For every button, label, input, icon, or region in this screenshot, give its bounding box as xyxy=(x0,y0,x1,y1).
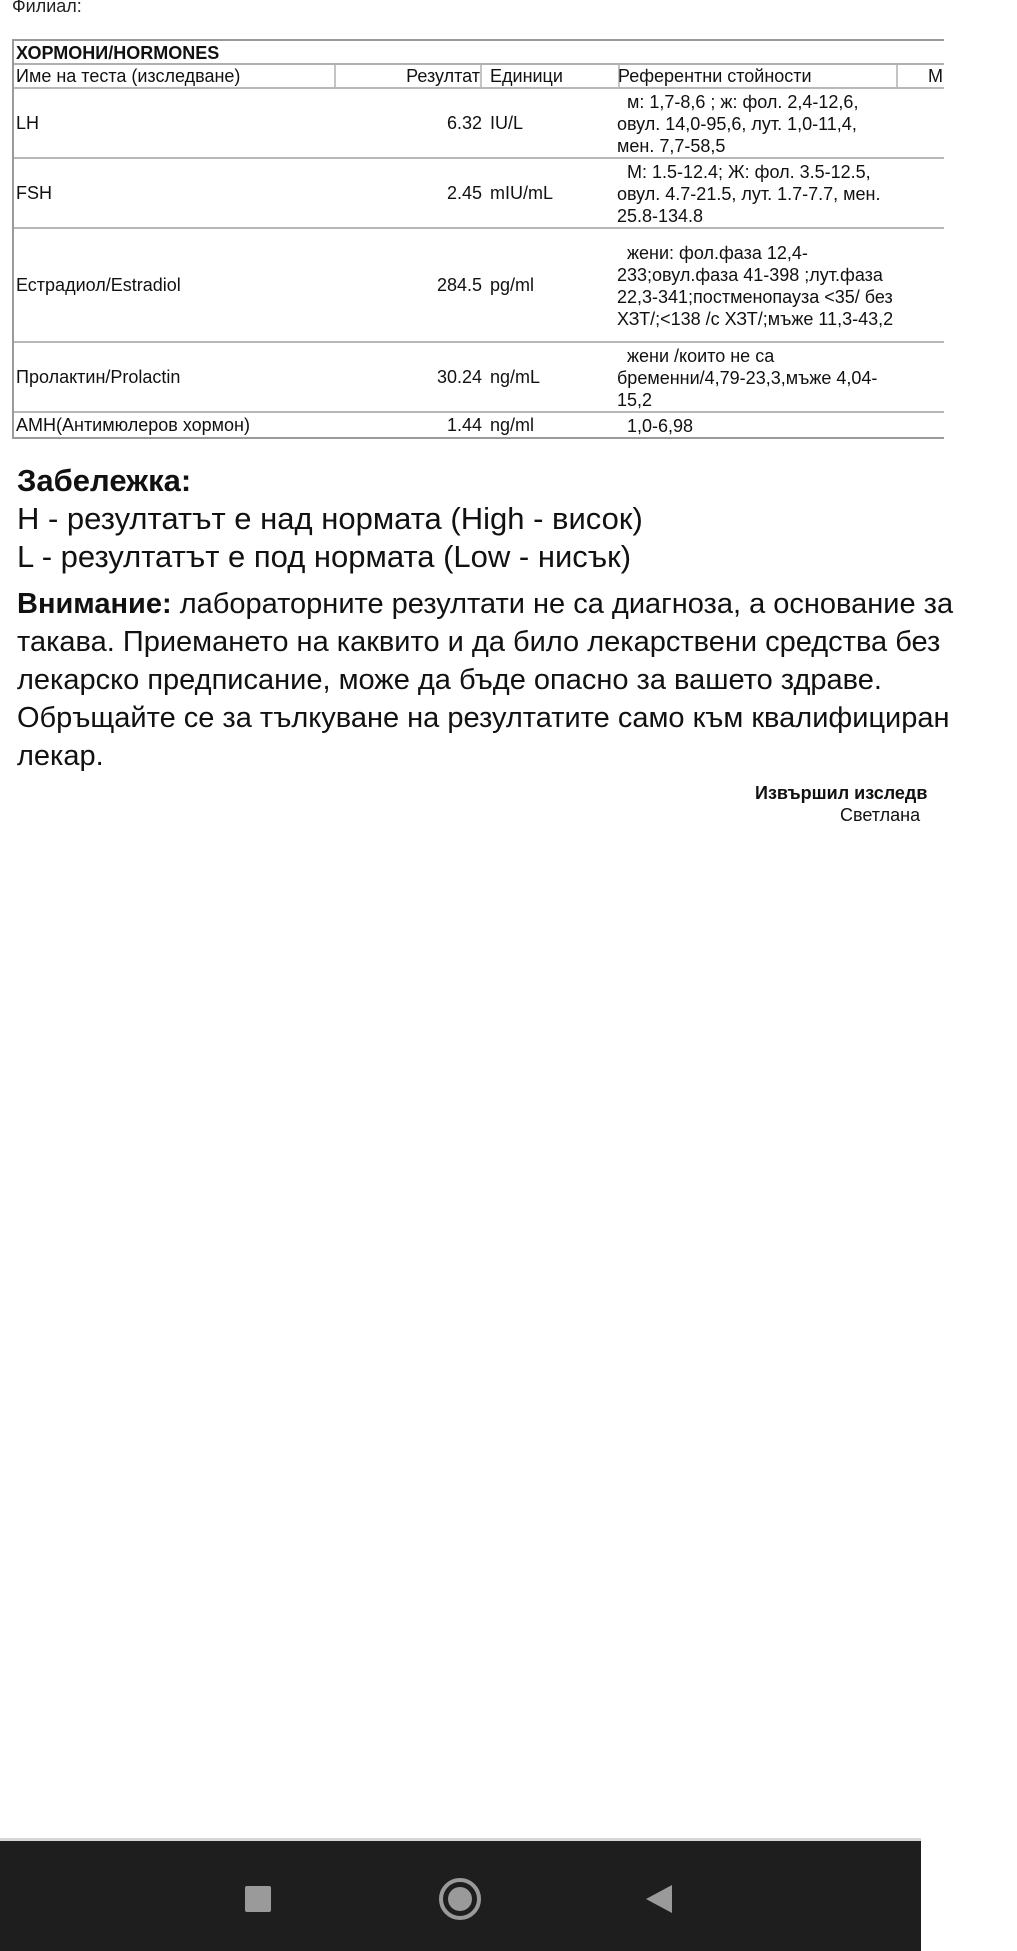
column-header-result: Резултат xyxy=(336,65,482,87)
table-row xyxy=(14,159,944,229)
test-units: ng/ml xyxy=(490,415,535,435)
column-header-name: Име на теста (изследване) xyxy=(14,65,336,87)
test-reference: м: 1,7-8,6 ; ж: фол. 2,4-12,6, овул. 14,0-95,6, лут. 1,0-11,4, мен. 7,7-58,5 xyxy=(617,91,859,156)
test-name: FSH xyxy=(16,183,52,203)
warning-text: лабораторните резултати не са диагноза, а основание за такава. Приемането на каквито и да било лекарствени средства без лекарско предписание, може да бъде опасно за вашето здраве. Обръщайте се за тълкуване на резултатите само към квалифициран лекар. xyxy=(17,588,954,772)
column-header-units: Единици xyxy=(486,65,620,87)
column-header-reference: Референтни стойности xyxy=(618,65,898,87)
table-row xyxy=(14,229,944,343)
test-result: 284.5 xyxy=(436,275,482,295)
recent-apps-icon[interactable] xyxy=(228,1869,288,1929)
table-row xyxy=(14,413,944,437)
notes-title: Забележка: xyxy=(17,463,192,498)
test-result: 2.45 xyxy=(446,183,482,203)
test-reference: жени /които не са бременни/4,79-23,3,мъже 4,04-15,2 xyxy=(617,345,878,410)
notes-block xyxy=(17,462,643,576)
warning-label: Внимание: xyxy=(17,588,172,620)
test-result: 1.44 xyxy=(446,415,482,435)
performer-name: Светлана xyxy=(840,805,921,825)
test-name: АМН(Антимюлеров хормон) xyxy=(16,415,250,435)
test-result: 6.32 xyxy=(446,113,482,133)
test-reference: жени: фол.фаза 12,4-233;овул.фаза 41-398 ;лут.фаза 22,3-341;постменопауза <35/ без ХЗТ/;<138 /с ХЗТ/;мъже 11,3-43,2 xyxy=(617,242,894,329)
branch-label: Филиал: xyxy=(12,0,82,16)
column-header-more: М xyxy=(928,66,943,86)
test-name: Естрадиол/Estradiol xyxy=(16,275,181,295)
test-units: mIU/mL xyxy=(490,183,553,203)
table-row xyxy=(14,343,944,413)
test-name: LH xyxy=(16,113,40,133)
test-units: ng/mL xyxy=(490,367,541,387)
test-result: 30.24 xyxy=(436,367,482,387)
low-note: L - резултатът е под нормата (Low - нисък) xyxy=(17,539,632,574)
test-units: IU/L xyxy=(490,113,524,133)
warning-block xyxy=(17,585,1017,775)
test-name: Пролактин/Prolactin xyxy=(16,367,181,387)
android-navigation-bar xyxy=(0,1838,921,1951)
home-icon[interactable] xyxy=(430,1869,490,1929)
back-icon[interactable] xyxy=(630,1869,690,1929)
table-row xyxy=(14,89,944,159)
table-header-row xyxy=(14,65,944,89)
performed-by-label: Извършил изследв xyxy=(755,783,928,803)
test-reference: М: 1.5-12.4; Ж: фол. 3.5-12.5, овул. 4.7-21.5, лут. 1.7-7.7, мен. 25.8-134.8 xyxy=(617,161,881,226)
test-reference: 1,0-6,98 xyxy=(627,415,694,436)
test-units: pg/ml xyxy=(490,275,535,295)
section-title: ХОРМОНИ/HORMONES xyxy=(14,41,944,65)
results-table xyxy=(12,39,944,439)
high-note: H - резултатът е над нормата (High - висок) xyxy=(17,501,643,536)
